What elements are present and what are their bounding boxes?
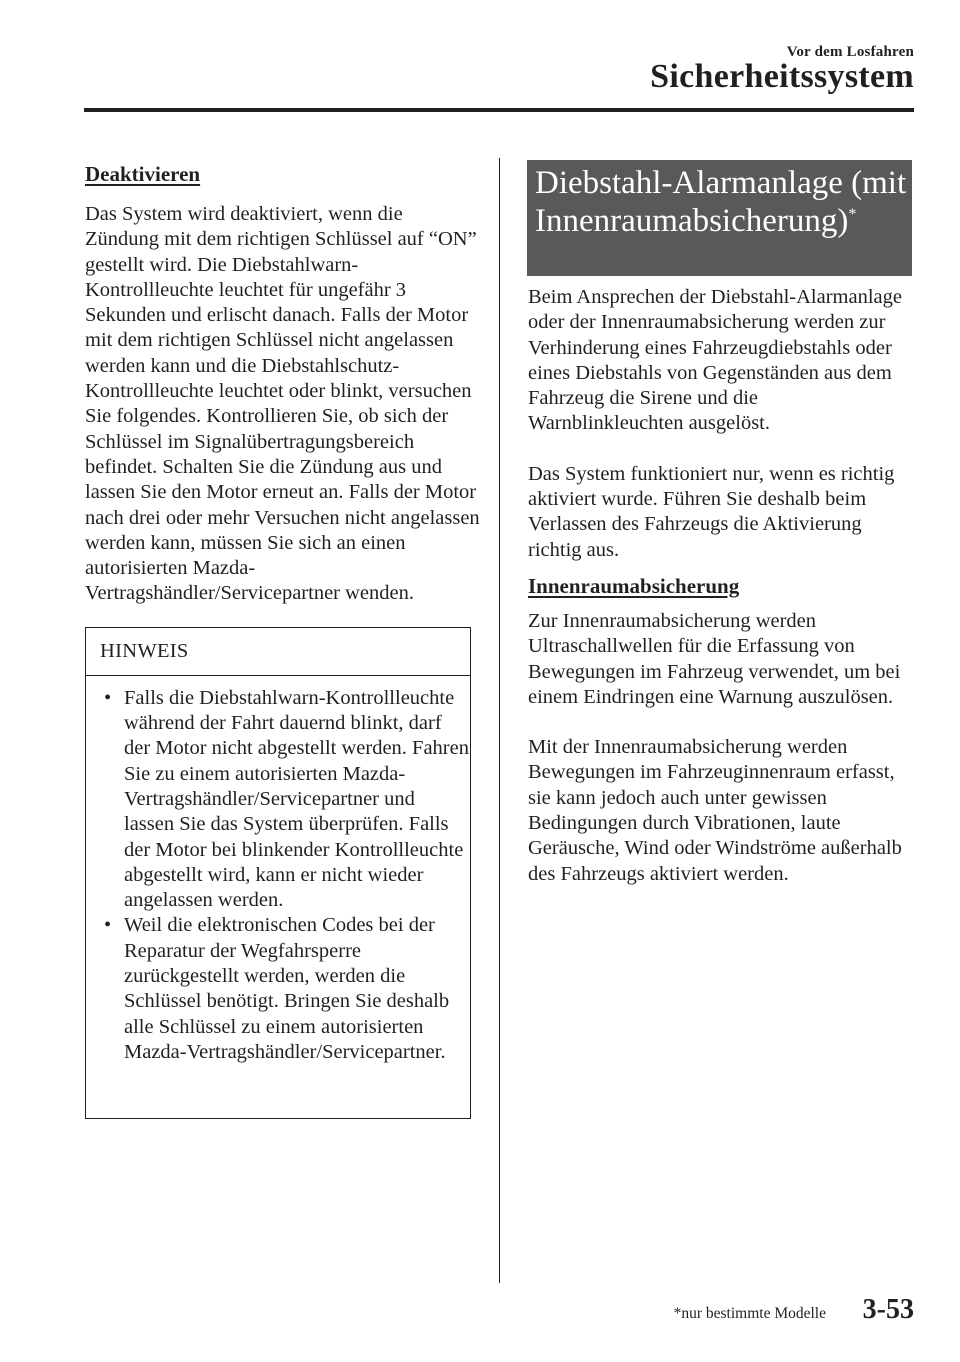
bullet-icon: • (104, 686, 112, 709)
alarm-activation-paragraph: Das System funktioniert nur, wenn es richtig aktiviert wurde. Führen Sie deshalb beim Verlassen des Fahrzeugs die Aktivierung richtig aus. (528, 462, 895, 561)
note-heading: HINWEIS (86, 628, 470, 676)
note-item-text: Falls die Diebstahlwarn-Kontrollleuchte während der Fahrt dauernd blinkt, darf der Motor nicht abgestellt werden. Fahren Sie zu einem autorisierten Mazda-Vertragshändler/Servicepartner und lassen Sie das System überprüfen. Falls der Motor bei blinkender Kontrollleuchte abgestellt wird, kann er nicht wieder angelassen werden. (124, 686, 469, 912)
footer-note: *nur bestimmte Modelle (673, 1305, 826, 1322)
column-divider (499, 158, 500, 1283)
header-title: Sicherheitssystem (650, 58, 914, 95)
section-title: Diebstahl-Alarmanlage (mit Innenraumabsicherung) (535, 165, 907, 239)
innenraum-paragraph-1: Zur Innenraumabsicherung werden Ultraschallwellen für die Erfassung von Bewegungen im Fahrzeug verwendet, um bei einem Eindringen eine Warnung auszulösen. (528, 609, 901, 708)
innenraum-heading: Innenraumabsicherung (528, 573, 740, 598)
header-chapter: Vor dem Losfahren (786, 44, 914, 60)
innenraum-paragraph-2: Mit der Innenraumabsicherung werden Bewegungen im Fahrzeuginnenraum erfasst, sie kann jedoch auch unter gewissen Bedingungen durch Vibrationen, laute Geräusche, Wind oder Windströme außerhalb des Fahrzeugs aktiviert werden. (528, 736, 902, 885)
note-list (86, 676, 470, 1065)
alarm-intro-paragraph: Beim Ansprechen der Diebstahl-Alarmanlage oder der Innenraumabsicherung werden zur Verhinderung eines Fahrzeugdiebstahls oder eines Diebstahls von Gegenständen aus dem Fahrzeug die Sirene und die Warnblinkleuchten ausgelöst. (528, 286, 902, 435)
left-column (85, 158, 480, 1119)
section-title-banner (527, 160, 912, 276)
right-column (528, 160, 918, 887)
deaktivieren-paragraph: Das System wird deaktiviert, wenn die Zündung mit dem richtigen Schlüssel auf “ON” gestellt wird. Die Diebstahlwarn-Kontrollleuchte leuchtet für ungefähr 3 Sekunden und erlischt danach. Falls der Motor mit dem richtigen Schlüssel nicht angelassen werden kann und die Diebstahlschutz-Kontrollleuchte leuchtet oder blinkt, versuchen Sie folgendes. Kontrollieren Sie, ob sich der Schlüssel im Signalübertragungsbereich befindet. Schalten Sie die Zündung aus und lassen Sie den Motor erneut an. Falls der Motor nach drei oder mehr Versuchen nicht angelassen werden kann, müssen Sie sich an einen autorisierten Mazda-Vertragshändler/Servicepartner wenden. (85, 203, 480, 605)
header-rule (84, 108, 914, 112)
deaktivieren-heading: Deaktivieren (85, 162, 201, 186)
note-box (85, 627, 471, 1119)
note-item-text: Weil die elektronischen Codes bei der Reparatur der Wegfahrsperre zurückgestellt werden, werden die Schlüssel benötigt. Bringen Sie deshalb alle Schlüssel zu einem autorisierten Mazda-Vertragshändler/Servicepartner. (124, 914, 450, 1063)
note-item (86, 686, 470, 914)
page-number: 3-53 (862, 1294, 914, 1325)
bullet-icon: • (104, 914, 112, 937)
note-item (86, 913, 470, 1065)
section-title-footnote-mark: * (848, 206, 857, 223)
